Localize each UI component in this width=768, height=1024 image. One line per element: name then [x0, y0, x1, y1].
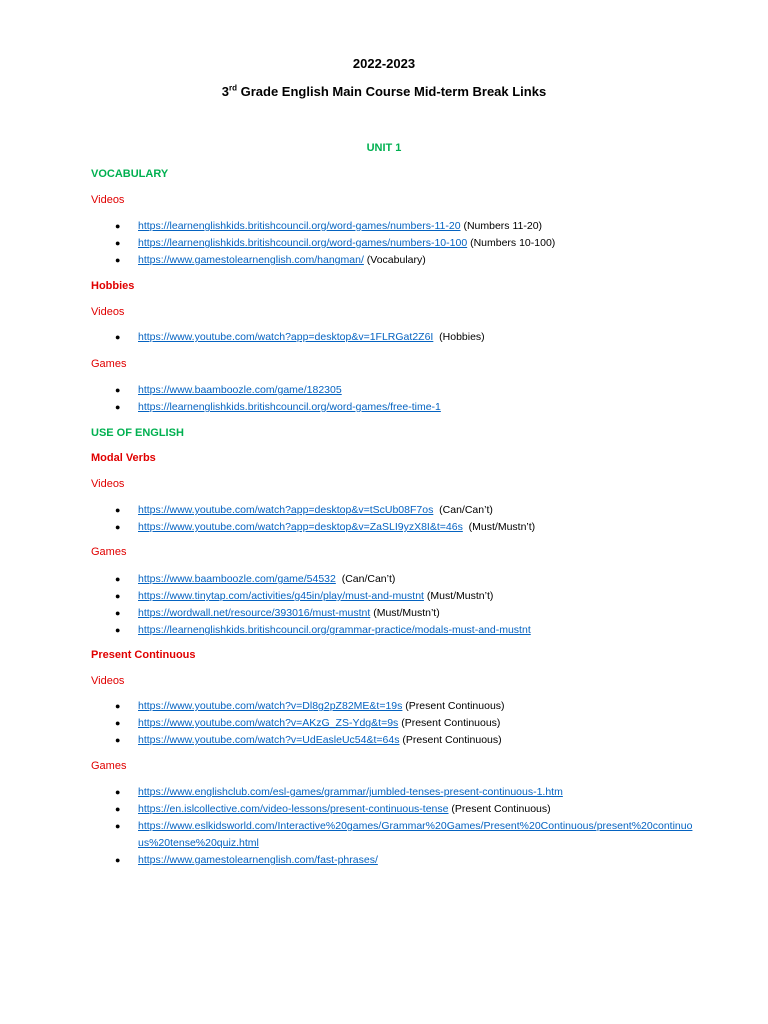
link-list-item: [0, 218, 555, 235]
link-note: (Present Continuous): [402, 700, 505, 712]
bullet-icon: ●: [115, 332, 121, 342]
link-list-item: [0, 818, 698, 852]
modal-videos-list: [0, 502, 535, 536]
bullet-icon: ●: [115, 221, 121, 231]
grade-suffix: rd: [229, 83, 238, 93]
link-note: (Must/Mustn’t): [370, 607, 440, 619]
link-list-item: [0, 605, 531, 622]
resource-link[interactable]: https://www.tinytap.com/activities/g45in/play/must-and-mustnt: [138, 590, 424, 602]
bullet-icon: ●: [115, 591, 121, 601]
modal-verbs-heading: Modal Verbs: [91, 452, 156, 464]
resource-link[interactable]: https://learnenglishkids.britishcouncil.org/word-games/numbers-10-100: [138, 237, 468, 249]
resource-link[interactable]: https://learnenglishkids.britishcouncil.org/word-games/numbers-11-20: [138, 220, 461, 232]
bullet-icon: ●: [115, 402, 121, 412]
resource-link[interactable]: https://www.eslkidsworld.com/Interactive%20games/Grammar%20Games/Present%20Continuous/present%20continuous%20tense%20quiz.html: [138, 820, 693, 849]
bullet-icon: ●: [115, 735, 121, 745]
link-note: (Present Continuous): [448, 803, 551, 815]
document-year: 2022-2023: [352, 56, 416, 71]
resource-link[interactable]: https://learnenglishkids.britishcouncil.org/word-games/free-time-1: [138, 401, 441, 413]
present-videos-label: Videos: [91, 675, 125, 687]
resource-link[interactable]: https://www.youtube.com/watch?app=desktop&v=1FLRGat2Z6I: [138, 331, 434, 343]
link-list-item: [0, 715, 505, 732]
hobbies-videos-list: [0, 329, 485, 346]
unit-heading: UNIT 1: [366, 142, 402, 154]
link-list-item: [0, 399, 441, 416]
bullet-icon: ●: [115, 821, 121, 831]
modal-videos-label: Videos: [91, 478, 125, 490]
resource-link[interactable]: https://www.youtube.com/watch?app=desktop&v=ZaSLI9yzX8I&t=46s: [138, 521, 463, 533]
resource-link[interactable]: https://www.youtube.com/watch?v=UdEasleUc54&t=64s: [138, 734, 400, 746]
resource-link[interactable]: https://www.youtube.com/watch?v=AKzG_ZS-Ydg&t=9s: [138, 717, 399, 729]
link-list-item: [0, 519, 535, 536]
use-of-english-heading: USE OF ENGLISH: [91, 427, 184, 439]
link-note: (Can/Can’t): [433, 504, 493, 516]
link-note: (Hobbies): [433, 331, 485, 343]
grade-number: 3: [221, 84, 230, 99]
link-note: (Vocabulary): [363, 254, 426, 266]
bullet-icon: ●: [115, 608, 121, 618]
link-list-item: [0, 329, 485, 346]
bullet-icon: ●: [115, 522, 121, 532]
link-list-item: [0, 502, 535, 519]
link-list-item: [0, 801, 698, 818]
link-note: (Numbers 11-20): [460, 220, 543, 232]
link-list-item: [0, 252, 555, 269]
link-note: (Must/Mustn’t): [423, 590, 494, 602]
link-list-item: [0, 571, 531, 588]
resource-link[interactable]: https://www.baamboozle.com/game/54532: [138, 573, 336, 585]
link-list-item: [0, 784, 698, 801]
link-note: (Must/Mustn’t): [462, 521, 536, 533]
present-videos-list: [0, 698, 505, 749]
bullet-icon: ●: [115, 701, 121, 711]
bullet-icon: ●: [115, 255, 121, 265]
resource-link[interactable]: https://en.islcollective.com/video-lessons/present-continuous-tense: [138, 803, 449, 815]
bullet-icon: ●: [115, 505, 121, 515]
document-title: [0, 84, 768, 99]
bullet-icon: ●: [115, 804, 121, 814]
bullet-icon: ●: [115, 238, 121, 248]
link-note: (Numbers 10-100): [467, 237, 556, 249]
present-games-label: Games: [91, 760, 127, 772]
title-text: Grade English Main Course Mid-term Break Links: [237, 84, 547, 99]
resource-link[interactable]: https://www.gamestolearnenglish.com/hangman/: [138, 254, 364, 266]
resource-link[interactable]: https://www.youtube.com/watch?v=Dl8g2pZ82ME&t=19s: [138, 700, 403, 712]
link-note: (Present Continuous): [398, 717, 501, 729]
resource-link[interactable]: https://wordwall.net/resource/393016/must-mustnt: [138, 607, 371, 619]
vocabulary-heading: VOCABULARY: [91, 168, 169, 180]
bullet-icon: ●: [115, 574, 121, 584]
hobbies-games-label: Games: [91, 358, 127, 370]
bullet-icon: ●: [115, 718, 121, 728]
link-list-item: [0, 852, 698, 869]
link-list-item: [0, 588, 531, 605]
present-games-list: [0, 784, 698, 869]
hobbies-videos-label: Videos: [91, 306, 125, 318]
present-continuous-heading: Present Continuous: [91, 649, 196, 661]
link-note: (Present Continuous): [399, 734, 502, 746]
link-list-item: [0, 698, 505, 715]
resource-link[interactable]: https://learnenglishkids.britishcouncil.org/grammar-practice/modals-must-and-mustnt: [138, 624, 531, 636]
link-note: (Can/Can’t): [335, 573, 396, 585]
hobbies-games-list: [0, 382, 441, 416]
bullet-icon: ●: [115, 787, 121, 797]
resource-link[interactable]: https://www.youtube.com/watch?app=desktop&v=tScUb08F7os: [138, 504, 434, 516]
vocabulary-videos-label: Videos: [91, 194, 125, 206]
link-list-item: [0, 235, 555, 252]
resource-link[interactable]: https://www.englishclub.com/esl-games/grammar/jumbled-tenses-present-continuous-1.htm: [138, 786, 563, 798]
link-list-item: [0, 382, 441, 399]
bullet-icon: ●: [115, 855, 121, 865]
resource-link[interactable]: https://www.baamboozle.com/game/182305: [138, 384, 342, 396]
link-list-item: [0, 622, 531, 639]
modal-games-label: Games: [91, 546, 127, 558]
modal-games-list: [0, 571, 531, 639]
bullet-icon: ●: [115, 625, 121, 635]
bullet-icon: ●: [115, 385, 121, 395]
hobbies-heading: Hobbies: [91, 280, 135, 292]
link-list-item: [0, 732, 505, 749]
resource-link[interactable]: https://www.gamestolearnenglish.com/fast-phrases/: [138, 854, 378, 866]
vocabulary-videos-list: [0, 218, 555, 269]
